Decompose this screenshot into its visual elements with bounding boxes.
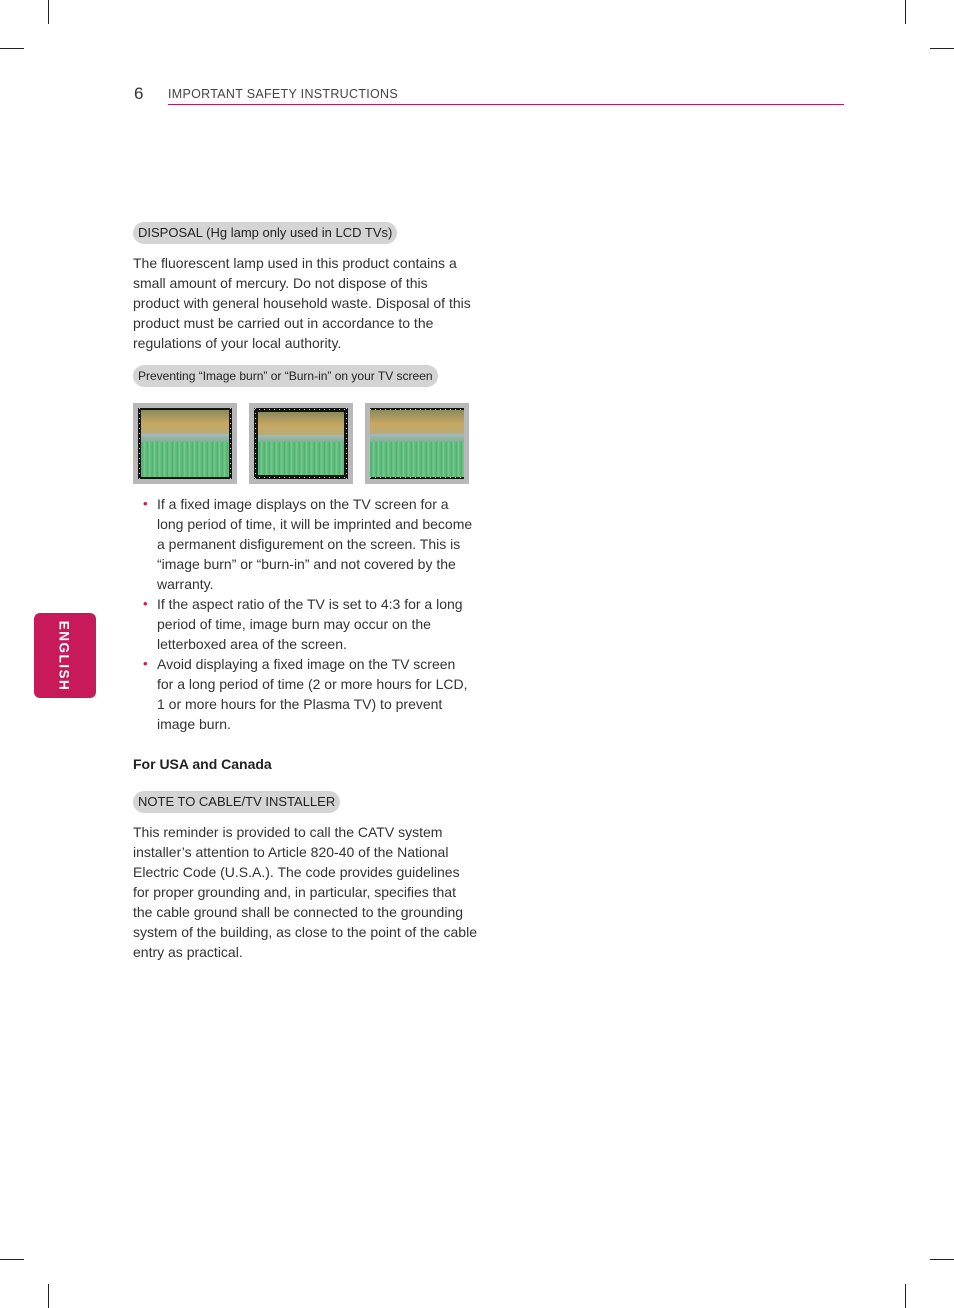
burn-in-illustrations: [133, 403, 478, 484]
bullet-icon: •: [143, 596, 148, 611]
burn-in-bullet-list: [133, 494, 473, 734]
header-title: IMPORTANT SAFETY INSTRUCTIONS: [168, 87, 399, 101]
bullet-icon: •: [143, 496, 148, 511]
cable-installer-body: This reminder is provided to call the CATV system installer’s attention to Article 820-40 of the National Electric Code (U.S.A.). The code provides guidelines for proper grounding and, in particular, specifies that the cable ground shall be connected to the grounding system of the building, as close to the point of the cable entry as practical.: [133, 824, 477, 960]
usa-canada-section: [133, 756, 478, 962]
burn-in-section: [133, 365, 478, 734]
usa-canada-heading: For USA and Canada: [133, 756, 272, 772]
bullet-text: If the aspect ratio of the TV is set to 4:3 for a long period of time, image burn may occur on the letterboxed area of the screen.: [157, 596, 463, 652]
disposal-heading: DISPOSAL (Hg lamp only used in LCD TVs): [133, 222, 397, 244]
crop-mark: [48, 1284, 49, 1308]
disposal-section: [133, 222, 478, 353]
page-header: [134, 84, 844, 105]
bullet-text: Avoid displaying a fixed image on the TV screen for a long period of time (2 or more hours for LCD, 1 or more hours for the Plasma TV) to prevent image burn.: [157, 656, 468, 732]
tv-illustration-pillarbox: [133, 403, 237, 484]
crop-mark: [48, 0, 49, 24]
header-rule: [168, 104, 844, 105]
burn-in-heading: Preventing “Image burn” or “Burn-in” on your TV screen: [133, 365, 438, 387]
crop-mark: [905, 1284, 906, 1308]
cable-installer-heading: NOTE TO CABLE/TV INSTALLER: [133, 791, 340, 813]
crop-mark: [0, 48, 24, 49]
page-number: 6: [134, 84, 144, 103]
crop-mark: [930, 48, 954, 49]
list-item: [143, 494, 473, 594]
disposal-body: The fluorescent lamp used in this product contains a small amount of mercury. Do not dispose of this product with general household waste. Disposal of this product must be carried out in accordance to the regulations of your local authority.: [133, 255, 471, 351]
crop-mark: [0, 1259, 24, 1260]
main-content: [133, 222, 478, 962]
tv-illustration-border: [249, 403, 353, 484]
crop-mark: [930, 1259, 954, 1260]
bullet-icon: •: [143, 656, 148, 671]
list-item: [143, 654, 473, 734]
bullet-text: If a fixed image displays on the TV screen for a long period of time, it will be imprinted and become a permanent disfigurement on the screen. This is “image burn” or “burn-in” and not covered by the warranty.: [157, 496, 473, 592]
tv-illustration-letterbox: [365, 403, 469, 484]
language-side-tab-label: ENGLISH: [56, 620, 72, 692]
list-item: [143, 594, 473, 654]
crop-mark: [905, 0, 906, 24]
